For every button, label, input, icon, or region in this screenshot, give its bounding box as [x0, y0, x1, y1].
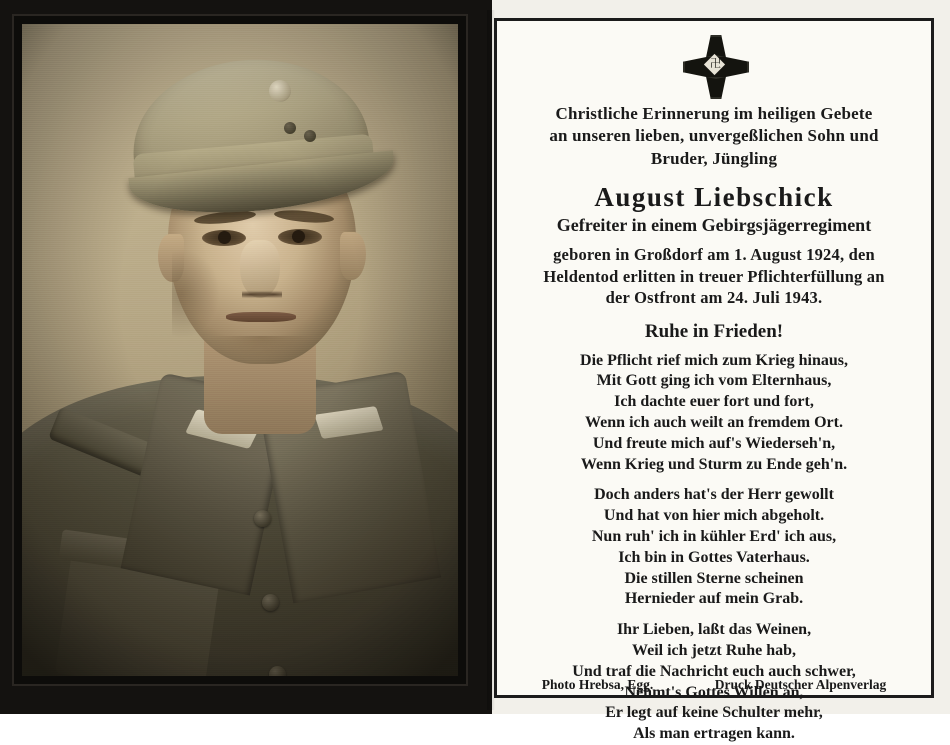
verse-line: Nehmt's Gottes Willen an,	[624, 683, 804, 701]
photo-credit: Photo Hrebsa, Egg.	[541, 677, 654, 692]
verse-line: Nun ruh' ich in kühler Erd' ich aus,	[591, 528, 837, 545]
photograph-frame	[14, 16, 466, 684]
photo-grain-texture	[22, 24, 458, 676]
verse-line: Er legt auf keine Schulter mehr,	[605, 704, 823, 722]
card-footer	[511, 677, 917, 693]
verse-stanza-2	[511, 485, 917, 610]
verse-stanza-1	[511, 351, 917, 476]
dates-line-3: der Ostfront am 24. Juli 1943.	[605, 288, 823, 308]
dates-line-2: Heldentod erlitten in treuer Pflichterfüllung an	[543, 266, 885, 286]
verse-line: Ich dachte euer fort und fort,	[614, 393, 814, 411]
verse-line: Doch anders hat's der Herr gewollt	[594, 486, 834, 504]
intro-line-3: Bruder, Jüngling	[650, 148, 778, 168]
verse-line: Wenn Krieg und Sturm zu Ende geh'n.	[580, 455, 848, 473]
swastika-icon: 卍	[710, 58, 721, 70]
memorial-intro	[511, 103, 917, 170]
dates-line-1: geboren in Großdorf am 1. August 1924, den	[553, 245, 875, 265]
verse-line: Hernieder auf mein Grab.	[624, 590, 804, 608]
military-rank-and-unit: Gefreiter in einem Gebirgsjägerregiment	[556, 215, 872, 236]
rest-in-peace-heading: Ruhe in Frieden!	[644, 320, 784, 342]
birth-and-death-details	[511, 244, 917, 308]
intro-line-1: Christliche Erinnerung im heiligen Gebete	[555, 104, 873, 123]
verse-line: Die stillen Sterne scheinen	[624, 569, 804, 587]
verse-line: Die Pflicht rief mich zum Krieg hinaus,	[580, 351, 848, 369]
verse-line: Ihr Lieben, laßt das Weinen,	[616, 621, 812, 639]
verse-line: Ich bin in Gottes Vaterhaus.	[618, 548, 810, 566]
iron-cross-icon	[683, 35, 745, 95]
verse-line: Wenn ich auch weilt an fremdem Ort.	[585, 414, 843, 432]
memorial-card	[494, 18, 934, 743]
verse-line: Mit Gott ging ich vom Elternhaus,	[596, 372, 832, 390]
intro-line-2: an unseren lieben, unvergeßlichen Sohn und	[549, 126, 879, 146]
soldier-portrait-photo	[22, 24, 458, 676]
printer-credit: Druck Deutscher Alpenverlag	[714, 677, 887, 692]
verse-line: Weil ich jetzt Ruhe hab,	[632, 641, 796, 659]
photograph-panel	[0, 0, 492, 714]
deceased-name: August Liebschick	[594, 182, 834, 213]
verse-line: Und traf die Nachricht euch auch schwer,	[572, 662, 856, 680]
verse-line: Und hat von hier mich abgeholt.	[603, 507, 825, 525]
verse-line: Und freute mich auf's Wiederseh'n,	[592, 434, 836, 452]
verse-line: Als man ertragen kann.	[633, 725, 795, 743]
